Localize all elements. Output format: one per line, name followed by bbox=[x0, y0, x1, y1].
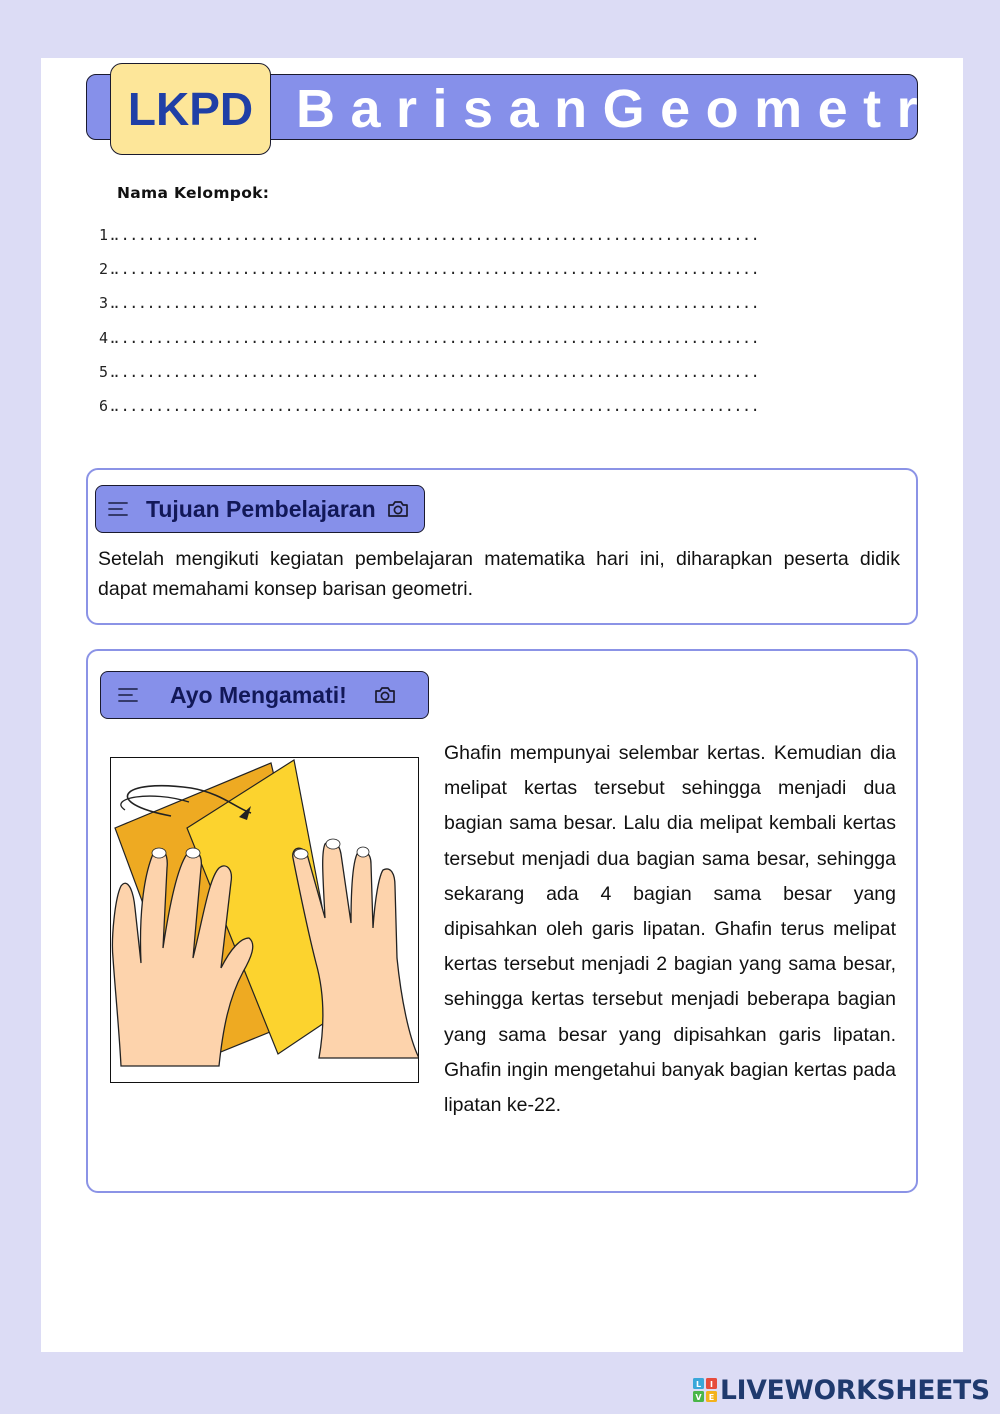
member-number: 6. bbox=[99, 396, 118, 415]
member-row[interactable] bbox=[99, 362, 760, 397]
member-blank-line[interactable]: ........................................................................... bbox=[112, 396, 760, 415]
member-row[interactable] bbox=[99, 396, 760, 431]
svg-text:L: L bbox=[695, 1380, 702, 1389]
camera-icon[interactable] bbox=[373, 683, 397, 707]
member-row[interactable] bbox=[99, 294, 760, 328]
member-number: 1. bbox=[99, 226, 118, 244]
observe-title: Ayo Mengamati! bbox=[170, 681, 347, 708]
group-name-label: Nama Kelompok: bbox=[117, 184, 270, 202]
camera-icon[interactable] bbox=[386, 497, 410, 521]
paper-folding-illustration bbox=[110, 757, 419, 1083]
menu-lines-icon[interactable] bbox=[106, 497, 130, 521]
liveworksheets-brand[interactable] bbox=[692, 1374, 990, 1406]
story-text: Ghafin mempunyai selembar kertas. Kemudian dia melipat kertas tersebut sehingga menjadi dua bagian sama besar. Lalu dia melipat kembali kertas tersebut menjadi dua bagian sama besar, sehingga sekarang ada 4 bagian sama besar yang dipisahkan oleh garis lipatan. Ghafin terus melipat kertas tersebut menjadi 2 bagian yang sama besar, sehingga kertas tersebut menjadi beberapa bagian yang sama besar yang dipisahkan garis lipatan. Ghafin ingin mengetahui banyak bagian kertas pada lipatan ke-22. bbox=[444, 742, 896, 1117]
member-row[interactable] bbox=[99, 260, 760, 294]
member-row[interactable] bbox=[99, 226, 760, 260]
objective-header-chip bbox=[95, 485, 425, 533]
member-blank-line[interactable]: ........................................................................... bbox=[112, 328, 760, 347]
observe-header-chip bbox=[100, 671, 429, 719]
worksheet-title: BarisanGeometri bbox=[296, 79, 964, 139]
objective-title: Tujuan Pembelajaran bbox=[146, 495, 376, 522]
member-number: 5. bbox=[99, 362, 118, 381]
svg-text:E: E bbox=[708, 1393, 715, 1402]
member-blank-line[interactable]: ........................................................................... bbox=[112, 362, 760, 381]
member-blank-line[interactable]: ........................................................................... bbox=[112, 226, 760, 244]
objective-text: Setelah mengikuti kegiatan pembelajaran matematika hari ini, diharapkan peserta didik dapat memahami konsep barisan geometri. bbox=[98, 548, 900, 600]
member-blank-line[interactable]: ........................................................................... bbox=[112, 294, 760, 313]
lkpd-badge: LKPD bbox=[110, 63, 271, 155]
menu-lines-icon[interactable] bbox=[116, 683, 140, 707]
member-blank-line[interactable]: ........................................................................... bbox=[112, 260, 760, 279]
svg-text:I: I bbox=[710, 1380, 713, 1389]
liveworksheets-logo-icon bbox=[692, 1377, 718, 1403]
svg-text:V: V bbox=[695, 1393, 702, 1402]
member-list bbox=[99, 226, 760, 431]
member-number: 4. bbox=[99, 328, 118, 347]
member-number: 2. bbox=[99, 260, 118, 279]
liveworksheets-wordmark: LIVEWORKSHEETS bbox=[720, 1374, 990, 1406]
member-number: 3. bbox=[99, 294, 118, 313]
member-row[interactable] bbox=[99, 328, 760, 363]
